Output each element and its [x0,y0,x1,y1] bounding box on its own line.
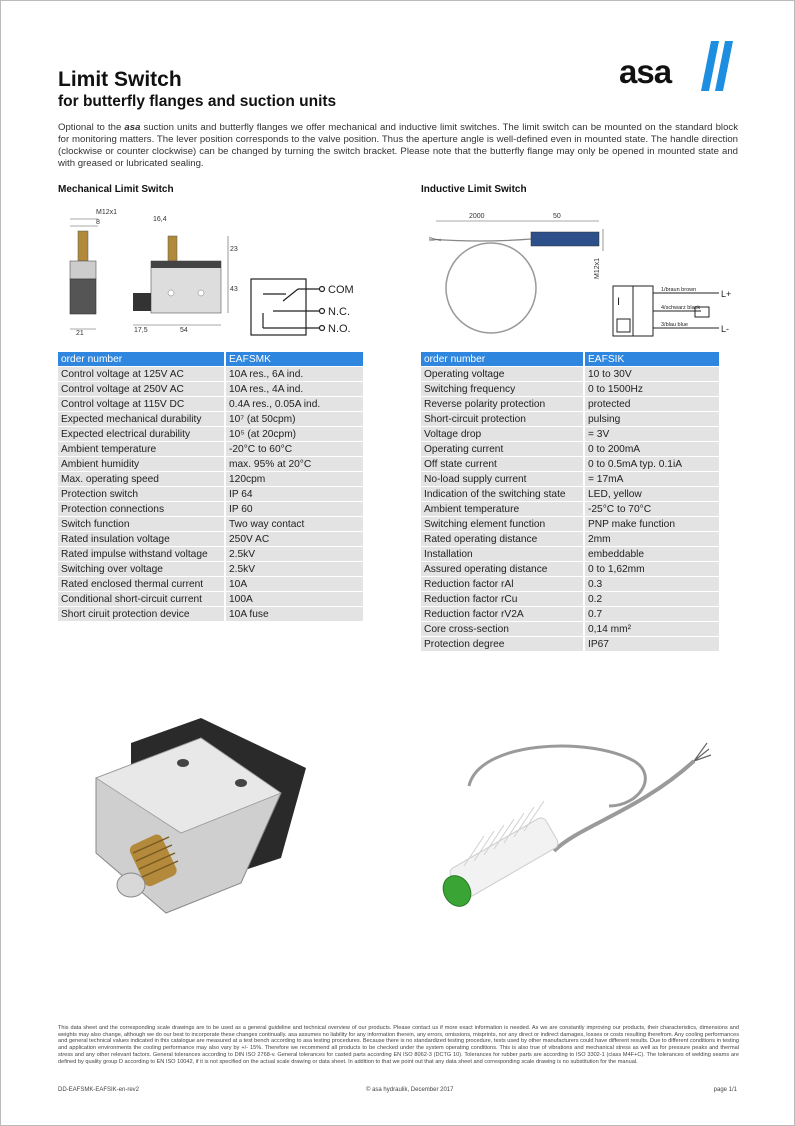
intro-paragraph [58,122,738,170]
spec-label: Ambient temperature [421,502,583,516]
spec-value: 10⁵ (at 20cpm) [224,427,363,441]
dim-8: 8 [96,219,100,226]
spec-label: Switching element function [421,517,583,531]
spec-value: -25°C to 70°C [583,502,719,516]
spec-label: Protection switch [58,487,224,501]
table-row [58,577,363,591]
spec-value: 0 to 200mA [583,442,719,456]
dim-17-5: 17,5 [134,327,148,334]
spec-label: Switching frequency [421,382,583,396]
table-row [58,547,363,561]
spec-label: Rated insulation voltage [58,532,224,546]
table-row [421,592,719,606]
table-row [421,577,719,591]
circuit-nc-label: N.C. [328,306,350,318]
wiring-symbol: I [617,296,621,308]
dim-54: 54 [180,327,188,334]
spec-value: 0 to 1500Hz [583,382,719,396]
wire-blue-label: 3/blau blue [661,322,688,328]
intro-text-post: suction units and butterfly flanges we offer mechanical and inductive limit switches. The limit switch can be mounted on the standard block for monitoring matters. The lever position corresponds to the valve position. Thus the aperture angle is well-defined even in mounted state. The handle direction (clockwise or counter clockwise) can be changed by turning the switch bracket. Please note that the butterfly flange may only be opened in mounted state and with greased or lubricated sealing. [58,122,738,169]
spec-label: Installation [421,547,583,561]
logo-stripes-icon [699,39,739,95]
spec-label: Control voltage at 250V AC [58,382,224,396]
table-row [58,487,363,501]
table-row [421,517,719,531]
dim-2000: 2000 [469,213,485,220]
spec-label: Rated impulse withstand voltage [58,547,224,561]
spec-value: EAFSIK [583,352,719,366]
spec-value: IP 64 [224,487,363,501]
dim-21: 21 [76,330,84,337]
table-row [421,367,719,381]
inductive-sensor-photo [439,731,739,921]
table-row [421,382,719,396]
disclaimer-text: This data sheet and the corresponding scale drawings are to be used as a general guideline and technical overview of our products. Please contact us if more exact information is needed. As we are constantly improving our products, their characteristics, dimensions and weights may also change, although we do our best to incorporate these changes continually. asa assumes no liability for any information therein, any errors, omissions, misprints, nor any direct or indirect damages, losses or costs resulting therefrom. Any cooling performances and general technical values indicated in this catalogue are measured at a test bench according to asa testing procedures. Because there is no standardized testing procedure, tests used by other manufacturers could have different results. Due to different conditions in testing and application environments the cooling performance may also vary by +/- 15%. Therefore we recommend all products to be checked under the system operating conditions. This is also true of vibrations and mechanical stress as well as for pressure peaks and thermal stress and any other relevant factors. General tolerances according to DIN ISO 2768-v. General tolerances for casted parts according EN ISO 8062-3 (DCTG 10). Tolerances for rubber parts are according to ISO 3302-1 (class M4F+C). The tolerances of welding seams are defined by quality group D according to EN ISO 10042, if it is not specified on the actual scale drawing or data sheet. In addition to that we point out that any data sheet and corresponding scale drawing is no substitution for the manual. [58,1025,739,1065]
spec-label: Voltage drop [421,427,583,441]
spec-value: 2.5kV [224,562,363,576]
l-minus-label: L- [721,324,730,334]
table-row [421,622,719,636]
table-row [421,427,719,441]
table-row [421,547,719,561]
spec-label: Max. operating speed [58,472,224,486]
spec-value: Two way contact [224,517,363,531]
spec-value: 0.3 [583,577,719,591]
table-row [58,457,363,471]
spec-value: 120cpm [224,472,363,486]
spec-value: PNP make function [583,517,719,531]
logo-text: asa [619,53,672,90]
spec-value: 10⁷ (at 50cpm) [224,412,363,426]
spec-label: No-load supply current [421,472,583,486]
table-row [58,502,363,516]
spec-value: 10A fuse [224,607,363,621]
spec-label: Control voltage at 115V DC [58,397,224,411]
spec-label: Control voltage at 125V AC [58,367,224,381]
table-row [421,487,719,501]
page-number: page 1/1 [713,1087,737,1093]
table-row [58,592,363,606]
spec-label: Off state current [421,457,583,471]
spec-label: Protection connections [58,502,224,516]
spec-label: order number [58,352,224,366]
spec-value: IP 60 [224,502,363,516]
table-row [58,517,363,531]
spec-label: Protection degree [421,637,583,651]
spec-label: Short-circuit protection [421,412,583,426]
wire-brown-label: 1/braun brown [661,287,697,293]
spec-label: Operating voltage [421,367,583,381]
spec-value: 0.4A res., 0.05A ind. [224,397,363,411]
spec-value: 10A res., 4A ind. [224,382,363,396]
spec-label: Reduction factor rCu [421,592,583,606]
spec-label: Expected electrical durability [58,427,224,441]
spec-value: 10A res., 6A ind. [224,367,363,381]
dim-50: 50 [553,213,561,220]
table-row [421,562,719,576]
spec-value: max. 95% at 20°C [224,457,363,471]
spec-value: protected [583,397,719,411]
spec-value: 0 to 1,62mm [583,562,719,576]
spec-label: Rated enclosed thermal current [58,577,224,591]
table-row [58,367,363,381]
spec-label: Rated operating distance [421,532,583,546]
wiring-diagram [613,286,719,336]
spec-label: Indication of the switching state [421,487,583,501]
table-row [58,607,363,621]
spec-value: 0 to 0.5mA typ. 0.1iA [583,457,719,471]
table-row [58,412,363,426]
spec-label: Assured operating distance [421,562,583,576]
spec-label: Ambient temperature [58,442,224,456]
table-row [421,397,719,411]
table-row [421,532,719,546]
spec-value: -20°C to 60°C [224,442,363,456]
wire-black-label: 4/schwarz black [661,305,701,311]
spec-value: 10 to 30V [583,367,719,381]
spec-value: embeddable [583,547,719,561]
l-plus-label: L+ [721,289,732,299]
circuit-no-label: N.O. [328,323,351,335]
table-row [58,532,363,546]
spec-value: 0,14 mm² [583,622,719,636]
table-row [58,427,363,441]
inductive-section-title: Inductive Limit Switch [421,184,527,195]
table-header-row [58,352,363,366]
asa-logo [619,39,739,95]
circuit-diagram [251,279,325,335]
spec-label: Short ciruit protection device [58,607,224,621]
spec-value: LED, yellow [583,487,719,501]
spec-value: 0.2 [583,592,719,606]
spec-label: Reverse polarity protection [421,397,583,411]
dim-23: 23 [230,246,238,253]
dim-m12: M12x1 [96,209,118,216]
table-row [421,442,719,456]
spec-value: 2mm [583,532,719,546]
spec-label: Conditional short-circuit current [58,592,224,606]
spec-label: Reduction factor rV2A [421,607,583,621]
table-row [421,412,719,426]
inductive-spec-table [421,351,719,652]
spec-value: 10A [224,577,363,591]
table-row [58,442,363,456]
table-row [421,457,719,471]
spec-value: = 3V [583,427,719,441]
spec-label: Switch function [58,517,224,531]
spec-value: 250V AC [224,532,363,546]
spec-value: pulsing [583,412,719,426]
spec-value: 0.7 [583,607,719,621]
spec-value: IP67 [583,637,719,651]
intro-text-pre: Optional to the [58,122,125,133]
table-row [58,397,363,411]
circuit-com-label: COM [328,284,354,296]
spec-label: order number [421,352,583,366]
page-title: Limit Switch [58,68,182,91]
mechanical-switch-photo [91,713,321,923]
intro-brand: asa [124,122,141,133]
dim-16: 16,4 [153,216,167,223]
table-row [421,472,719,486]
mechanical-section-title: Mechanical Limit Switch [58,184,174,195]
table-row [58,382,363,396]
spec-label: Operating current [421,442,583,456]
spec-value: 100A [224,592,363,606]
dim-m12-inductive: M12x1 [594,257,601,279]
inductive-dimension-drawing [421,201,741,346]
spec-value: = 17mA [583,472,719,486]
copyright: © asa hydraulik, December 2017 [366,1087,454,1093]
table-row [58,562,363,576]
table-row [421,502,719,516]
mechanical-dimension-drawing [58,201,378,341]
document-id: DD-EAFSMK-EAFSIK-en-rev2 [58,1087,140,1093]
spec-label: Expected mechanical durability [58,412,224,426]
dim-43: 43 [230,286,238,293]
spec-label: Core cross-section [421,622,583,636]
table-row [421,637,719,651]
spec-value: 2.5kV [224,547,363,561]
table-row [58,472,363,486]
table-header-row [421,352,719,366]
spec-label: Ambient humidity [58,457,224,471]
page-subtitle: for butterfly flanges and suction units [58,93,337,110]
table-row [421,607,719,621]
spec-label: Switching over voltage [58,562,224,576]
spec-value: EAFSMK [224,352,363,366]
spec-label: Reduction factor rAl [421,577,583,591]
mechanical-spec-table [58,351,363,622]
